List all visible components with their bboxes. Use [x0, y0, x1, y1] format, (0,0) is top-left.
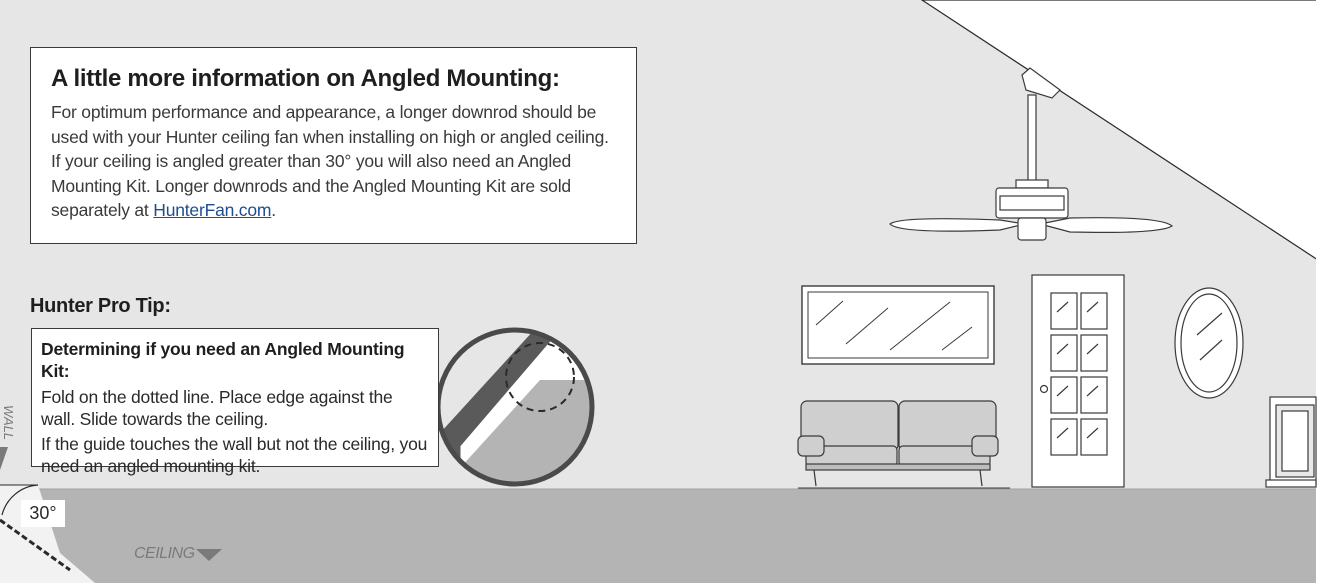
tip-line-1: Fold on the dotted line. Place edge against the wall. Slide towards the ceiling. [41, 387, 393, 429]
cabinet [1266, 397, 1316, 487]
pro-tip-heading: Hunter Pro Tip: [30, 295, 171, 317]
angle-label: 30° [21, 500, 65, 527]
tip-title: Determining if you need an Angled Mounting Kit: [41, 339, 405, 381]
wall-arrow-icon [0, 405, 16, 470]
window [802, 286, 994, 364]
info-title: A little more information on Angled Mounting: [51, 65, 560, 92]
info-body-text: For optimum performance and appearance, a longer downrod should be used with your Hunter ceiling fan when installing on high or angled ceiling. If your ceiling is angled greater than 30° you will also need an Angled Mounting Kit. Longer downrods and the Angled Mounting Kit are sold separately at [51, 102, 609, 220]
pro-tip-box [31, 328, 439, 476]
door [1032, 275, 1124, 487]
ceiling-label: CEILING [134, 545, 195, 562]
tip-line-2: If the guide touches the wall but not the ceiling, you need an angled mounting kit. [41, 434, 428, 476]
info-body [51, 100, 611, 223]
wall-label: WALL [1, 405, 16, 441]
magnifier-detail [420, 318, 600, 500]
hunterfan-link[interactable]: HunterFan.com [153, 200, 272, 220]
floor-band [0, 489, 1316, 587]
angled-mounting-info-box [30, 47, 637, 244]
sofa [798, 401, 998, 486]
info-body-end: . [271, 200, 276, 220]
oval-mirror [1175, 288, 1243, 398]
